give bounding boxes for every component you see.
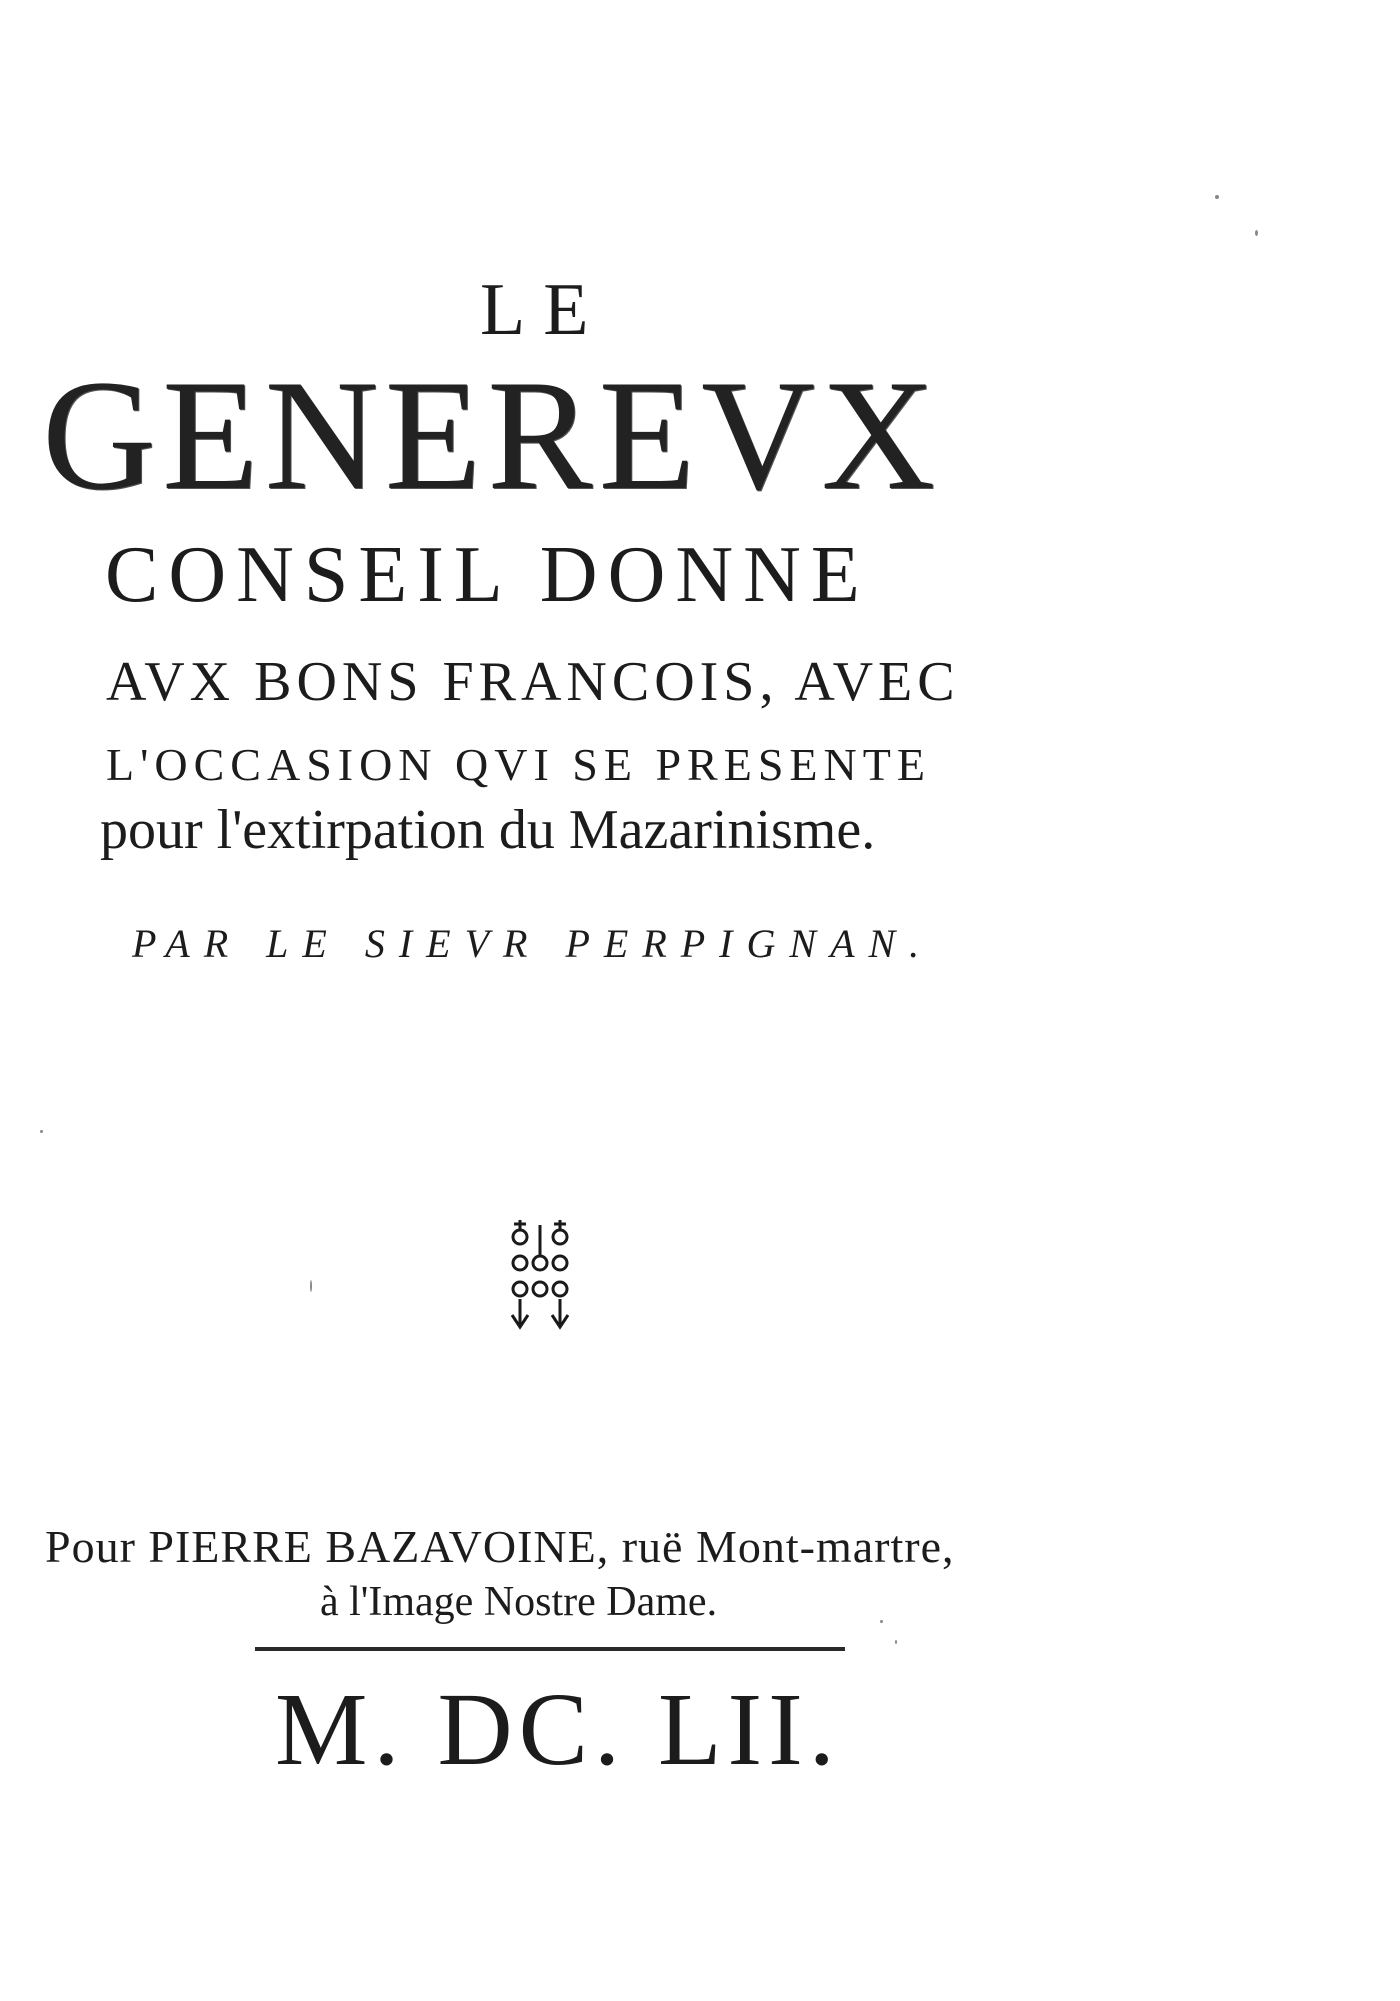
- imprint-line-printer: Pour PIERRE BAZAVOINE, ruë Mont-martre,: [45, 1521, 955, 1572]
- title-line-genereux: GENEREVX: [42, 348, 942, 523]
- imprint-line-address: à l'Image Nostre Dame.: [320, 1579, 718, 1625]
- paper-speck: [310, 1280, 312, 1292]
- title-line-aux-bons-francois: AVX BONS FRANCOIS, AVEC: [106, 651, 960, 713]
- fleuron-ornament-icon: [500, 1215, 580, 1335]
- paper-speck: [1255, 230, 1258, 236]
- title-line-occasion: L'OCCASION QVI SE PRESENTE: [106, 739, 931, 790]
- horizontal-rule: [255, 1647, 845, 1651]
- publication-date: M. DC. LII.: [275, 1672, 841, 1787]
- title-line-le: LE: [480, 269, 607, 351]
- title-line-conseil-donne: CONSEIL DONNE: [105, 531, 870, 619]
- paper-speck: [895, 1640, 897, 1644]
- paper-speck: [40, 1130, 43, 1133]
- paper-speck: [1215, 195, 1219, 199]
- author-line: PAR LE SIEVR PERPIGNAN.: [132, 921, 934, 966]
- title-line-extirpation: pour l'extirpation du Mazarinisme.: [100, 799, 876, 861]
- paper-speck: [880, 1620, 883, 1623]
